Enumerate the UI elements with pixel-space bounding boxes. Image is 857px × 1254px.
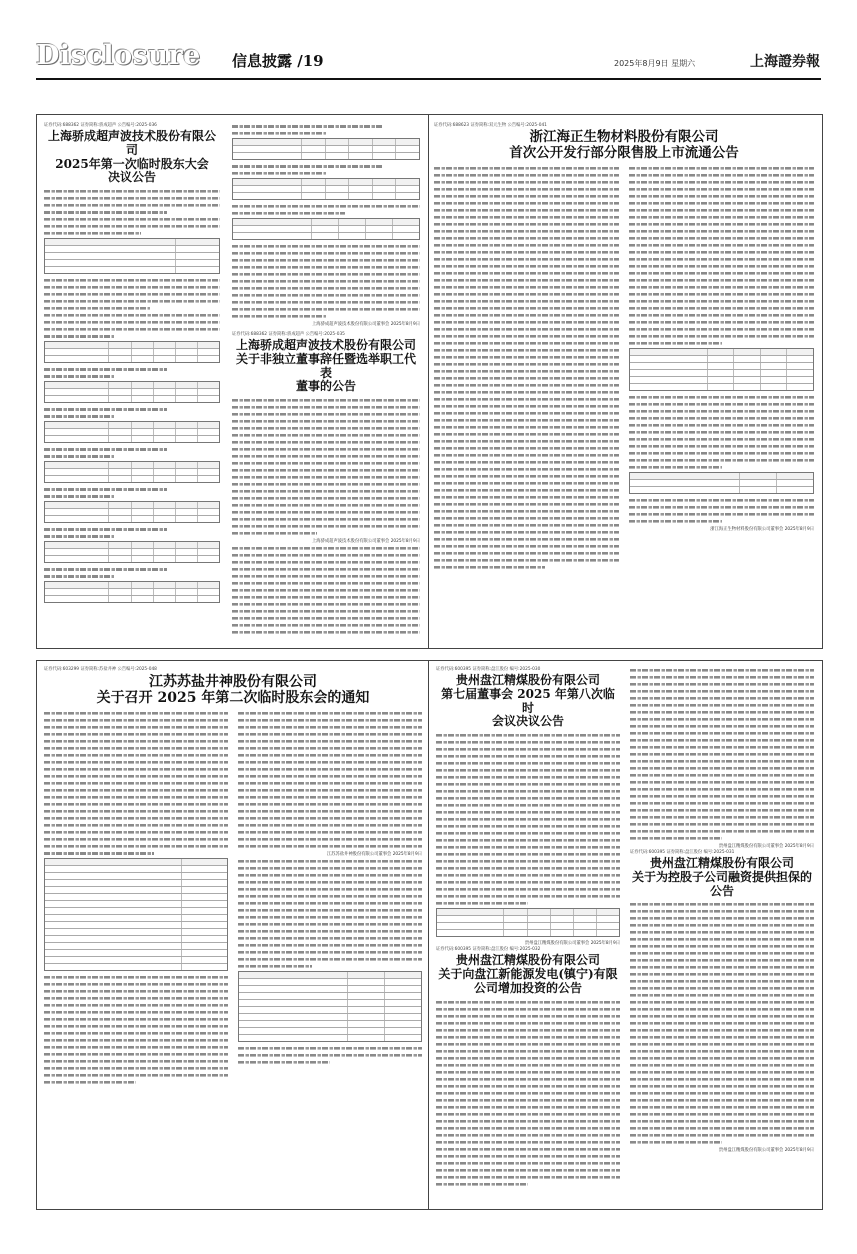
bottom-divider bbox=[428, 660, 429, 1210]
notice-suyan-shareholder-meeting: 证券代码:603299 证券简称:苏盐井神 公告编号:2025-048 江苏苏盐井神股份有限公司 关于召开 2025 年第二次临时股东会的通知 江苏苏盐井神股份有限公司董事会 2025年8月9日 bbox=[44, 666, 422, 1202]
notice-jiaocheng-director-resignation: 上海骄成超声波技术股份有限公司董事会 2025年8月9日 证券代码:688362 证券简称:骄成超声 公告编号:2025-035 上海骄成超声波技术股份有限公司 关于非独立董事辞任暨选举职工代表 董事的公告 上海骄成超声波技术股份有限公司董事会 2025年8月9日 bbox=[232, 122, 420, 642]
notice-haizheng-lockup-release: 证券代码:688623 证券简称:双元生物 公告编号:2025-041 浙江海正生物材料股份有限公司 首次公开发行部分限售股上市流通公告 浙江海正生物材料股份有限公司董事会 2025年8月9日 bbox=[434, 122, 814, 642]
notice-title: 上海骄成超声波技术股份有限公司 关于非独立董事辞任暨选举职工代表 董事的公告 bbox=[235, 338, 416, 394]
notice-title: 贵州盘江精煤股份有限公司 关于向盘江新能源发电(镇宁)有限 公司增加投资的公告 bbox=[438, 953, 618, 995]
notice-title: 贵州盘江精煤股份有限公司 关于为控股子公司融资提供担保的 公告 bbox=[631, 856, 812, 898]
notice-title: 浙江海正生物材料股份有限公司 首次公开发行部分限售股上市流通公告 bbox=[509, 129, 739, 161]
notice-meta: 证券代码:600395 证券简称:盘江股份 编号:2025-032 bbox=[436, 947, 541, 953]
notice-meta: 证券代码:688362 证券简称:骄成超声 公告编号:2025-036 bbox=[44, 123, 157, 128]
notice-meta: 证券代码:600395 证券简称:盘江股份 编号:2025-030 bbox=[436, 667, 541, 672]
notice-title: 江苏苏盐井神股份有限公司 关于召开 2025 年第二次临时股东会的通知 bbox=[96, 674, 370, 707]
notice-meta: 证券代码:603299 证券简称:苏盐井神 公告编号:2025-048 bbox=[44, 667, 157, 672]
notice-meta: 证券代码:600395 证券简称:盘江股份 编号:2025-031 bbox=[630, 850, 735, 855]
notice-title: 贵州盘江精煤股份有限公司 第七届董事会 2025 年第八次临时 会议决议公告 bbox=[441, 673, 615, 729]
newspaper-name: 上海證券報 bbox=[750, 54, 820, 70]
top-divider bbox=[428, 114, 429, 649]
data-table bbox=[44, 238, 220, 274]
notice-title: 上海骄成超声波技术股份有限公司 2025年第一次临时股东大会 决议公告 bbox=[47, 129, 216, 185]
disclosure-brand: Disclosure bbox=[36, 40, 201, 71]
notice-panjiang-group: 证券代码:600395 证券简称:盘江股份 编号:2025-030 贵州盘江精煤股份有限公司 第七届董事会 2025 年第八次临时 会议决议公告 贵州盘江精煤股份有限公司董事会 2025年8月9日 证券代码:600395 证券简称:盘江股份 编号:2025-032 贵州盘江精煤股份有限公司 关于向盘江新能源发电(镇宁)有限 公司增加投资的公告 贵州盘江精煤股份有限公司董事会 2025年8月9日 证券代码:600395 证券简称:盘江股份 编号:2025-031 贵州盘江精煤股份有限公司 关于为控股子公司融资提供担保的 公告 贵州盘江精煤股份有限公司董事会 2025年8月9日 bbox=[436, 666, 814, 1202]
masthead-rule bbox=[36, 78, 821, 80]
section-title: 信息披露 /19 bbox=[232, 52, 324, 70]
notice-jiaocheng-shareholder-meeting bbox=[44, 122, 220, 642]
notice-meta: 证券代码:688623 证券简称:双元生物 公告编号:2025-041 bbox=[434, 123, 547, 128]
masthead bbox=[0, 0, 857, 86]
notice-meta: 证券代码:688362 证券简称:骄成超声 公告编号:2025-035 bbox=[232, 332, 345, 337]
issue-date: 2025年8月9日 星期六 bbox=[614, 59, 696, 68]
